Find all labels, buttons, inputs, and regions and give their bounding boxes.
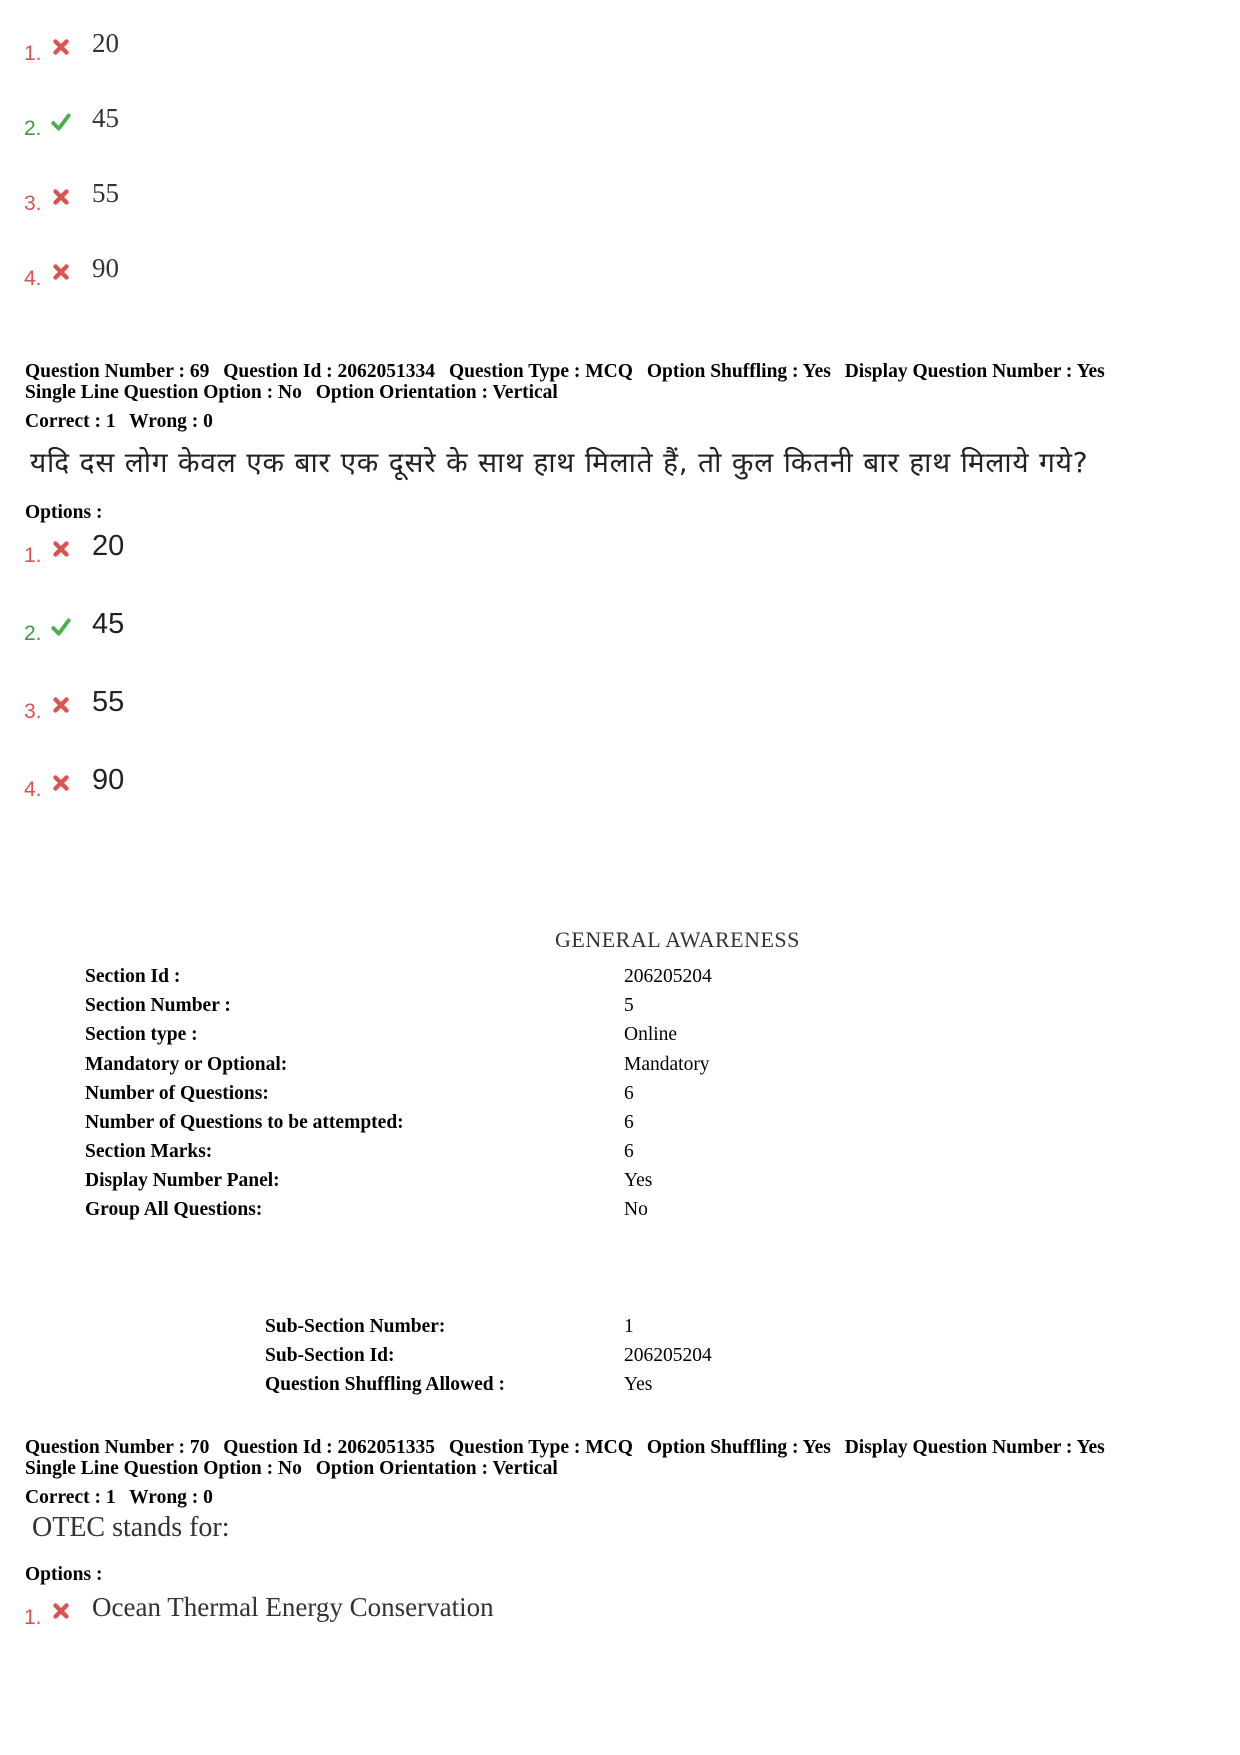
option-value: 90 — [92, 764, 125, 796]
correct-marks: Correct : 1 — [25, 1487, 116, 1508]
section-marks-label: Section Marks: — [85, 1141, 213, 1162]
section-type-label: Section type : — [85, 1024, 198, 1045]
single-line-option: Single Line Question Option : No — [25, 1458, 302, 1479]
section-type-value: Online — [624, 1024, 678, 1045]
group-questions-value: No — [624, 1199, 648, 1220]
option-number: 3. — [24, 192, 42, 215]
option-value: 55 — [92, 686, 125, 718]
mandatory-label: Mandatory or Optional: — [85, 1054, 288, 1075]
option-number: 1. — [24, 544, 42, 567]
option-number: 4. — [24, 267, 42, 290]
option-number: 2. — [24, 622, 42, 645]
q69-meta-line2 — [25, 383, 567, 403]
question-type: Question Type : MCQ — [448, 1437, 633, 1458]
option-number: 1. — [24, 42, 42, 65]
cross-icon — [50, 538, 72, 560]
display-question-number: Display Question Number : Yes — [844, 1437, 1105, 1458]
num-questions-value: 6 — [624, 1083, 634, 1104]
section-number-value: 5 — [624, 995, 634, 1016]
option-number: 3. — [24, 700, 42, 723]
cross-icon — [50, 1600, 72, 1622]
option-value: 90 — [92, 253, 119, 283]
section-number-label: Section Number : — [85, 995, 231, 1016]
check-icon — [50, 616, 72, 638]
question-number: Question Number : 69 — [25, 361, 210, 382]
num-attempt-label: Number of Questions to be attempted: — [85, 1112, 404, 1133]
q70-meta-line1 — [25, 1438, 1114, 1458]
subsection-id-label: Sub-Section Id: — [265, 1345, 395, 1366]
num-questions-label: Number of Questions: — [85, 1083, 269, 1104]
q69-question-text: यदि दस लोग केवल एक बार एक दूसरे के साथ हाथ मिलाते हैं, तो कुल कितनी बार हाथ मिलाये गये? — [30, 446, 1089, 479]
cross-icon — [50, 772, 72, 794]
question-id: Question Id : 2062051335 — [223, 1437, 436, 1458]
option-orientation: Option Orientation : Vertical — [315, 382, 558, 403]
group-questions-label: Group All Questions: — [85, 1199, 263, 1220]
option-shuffling: Option Shuffling : Yes — [646, 361, 831, 382]
check-icon — [50, 111, 72, 133]
q69-meta-line3 — [25, 412, 222, 432]
option-value: 45 — [92, 608, 125, 640]
subsection-number-label: Sub-Section Number: — [265, 1316, 446, 1337]
wrong-marks: Wrong : 0 — [129, 411, 213, 432]
single-line-option: Single Line Question Option : No — [25, 382, 302, 403]
option-value: 20 — [92, 530, 125, 562]
cross-icon — [50, 186, 72, 208]
q70-meta-line2 — [25, 1459, 567, 1479]
option-value: 55 — [92, 178, 119, 208]
display-panel-label: Display Number Panel: — [85, 1170, 280, 1191]
question-shuffling-label: Question Shuffling Allowed : — [265, 1374, 506, 1395]
display-panel-value: Yes — [624, 1170, 653, 1191]
q69-meta-line1 — [25, 362, 1114, 382]
question-shuffling-value: Yes — [624, 1374, 653, 1395]
mandatory-value: Mandatory — [624, 1054, 710, 1075]
section-title: GENERAL AWARENESS — [555, 927, 800, 952]
q70-meta-line3 — [25, 1488, 222, 1508]
question-type: Question Type : MCQ — [448, 361, 633, 382]
section-marks-value: 6 — [624, 1141, 634, 1162]
subsection-id-value: 206205204 — [624, 1345, 712, 1366]
q70-question-text: OTEC stands for: — [32, 1512, 230, 1543]
cross-icon — [50, 694, 72, 716]
option-value: Ocean Thermal Energy Conservation — [92, 1592, 494, 1622]
question-number: Question Number : 70 — [25, 1437, 210, 1458]
display-question-number: Display Question Number : Yes — [844, 361, 1105, 382]
option-value: 20 — [92, 28, 119, 58]
option-number: 2. — [24, 117, 42, 140]
section-id-value: 206205204 — [624, 966, 712, 987]
option-value: 45 — [92, 103, 119, 133]
q70-options-label: Options : — [25, 1564, 103, 1585]
wrong-marks: Wrong : 0 — [129, 1487, 213, 1508]
option-shuffling: Option Shuffling : Yes — [646, 1437, 831, 1458]
correct-marks: Correct : 1 — [25, 411, 116, 432]
section-id-label: Section Id : — [85, 966, 181, 987]
option-number: 1. — [24, 1606, 42, 1629]
question-id: Question Id : 2062051334 — [223, 361, 436, 382]
subsection-number-value: 1 — [624, 1316, 634, 1337]
option-number: 4. — [24, 778, 42, 801]
num-attempt-value: 6 — [624, 1112, 634, 1133]
cross-icon — [50, 36, 72, 58]
q69-options-label: Options : — [25, 502, 103, 523]
option-orientation: Option Orientation : Vertical — [315, 1458, 558, 1479]
cross-icon — [50, 261, 72, 283]
